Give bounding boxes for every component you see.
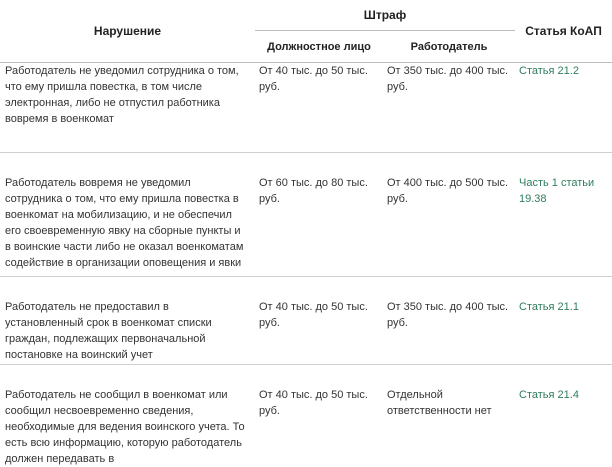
header-official: Должностное лицо xyxy=(255,31,383,63)
header-employer: Работодатель xyxy=(383,31,515,63)
table-row xyxy=(0,153,612,277)
employer-fine-cell: Отдельной ответственности нет xyxy=(383,365,515,467)
article-link[interactable]: Статья 21.2 xyxy=(515,63,612,153)
table-row xyxy=(0,365,612,467)
violation-cell: Работодатель не сообщил в военкомат или сообщил несвоевременно сведения, необходимые для ведения воинского учета. То есть всю информацию, которую работодатель должен передавать в xyxy=(0,365,255,467)
header-violation: Нарушение xyxy=(0,0,255,63)
violation-cell: Работодатель не уведомил сотрудника о том, что ему пришла повестка, в том числе электронная, либо не отпустил работника вовремя в военкомат xyxy=(0,63,255,153)
article-link[interactable]: Часть 1 статьи 19.38 xyxy=(515,153,612,277)
article-link[interactable]: Статья 21.4 xyxy=(515,365,612,467)
violation-cell: Работодатель вовремя не уведомил сотрудника о том, что ему пришла повестка в военкомат на мобилизацию, и не обеспечил его своевременную явку на сборные пункты и в воинские части либо не оказал военкоматам содействие в организации оповещения и явки xyxy=(0,153,255,277)
employer-fine-cell: От 350 тыс. до 400 тыс. руб. xyxy=(383,63,515,153)
official-fine-cell: От 60 тыс. до 80 тыс. руб. xyxy=(255,153,383,277)
employer-fine-cell: От 400 тыс. до 500 тыс. руб. xyxy=(383,153,515,277)
header-article: Статья КоАП xyxy=(515,0,612,63)
official-fine-cell: От 40 тыс. до 50 тыс. руб. xyxy=(255,277,383,365)
violation-cell: Работодатель не предоставил в установленный срок в военкомат списки граждан, подлежащих первоначальной постановке на воинский учет xyxy=(0,277,255,365)
official-fine-cell: От 40 тыс. до 50 тыс. руб. xyxy=(255,365,383,467)
header-fine: Штраф xyxy=(255,0,515,31)
table-row xyxy=(0,63,612,153)
table-row xyxy=(0,277,612,365)
table-header xyxy=(0,0,612,63)
article-link[interactable]: Статья 21.1 xyxy=(515,277,612,365)
employer-fine-cell: От 350 тыс. до 400 тыс. руб. xyxy=(383,277,515,365)
official-fine-cell: От 40 тыс. до 50 тыс. руб. xyxy=(255,63,383,153)
